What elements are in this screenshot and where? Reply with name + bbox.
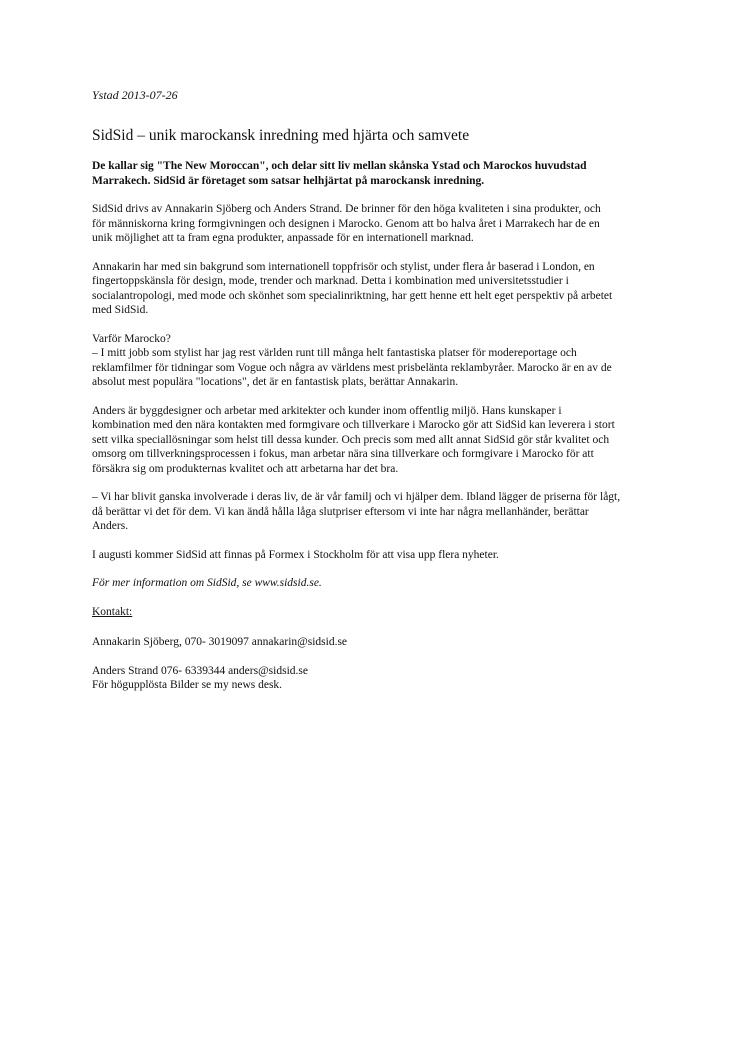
lead-line: Marrakech. SidSid är företaget som satsar helhjärtat på marockansk inredning. [92,174,485,187]
contact-line: Anders Strand 076- 6339344 anders@sidsid.se [92,664,308,677]
text-line: kombination med den nära kontakten med formgivare och tillverkare i Marocko gör att SidSid kan leverera i stort [92,419,615,431]
paragraph-anders [92,404,682,477]
contact-annakarin: Annakarin Sjöberg, 070- 3019097 annakarin@sidsid.se [92,636,348,648]
paragraph-formex [92,548,682,563]
text-line: omsorg om tillverkningsprocessen i fokus, man arbetar nära sina tillverkare och formgivare i Marocko för att [92,448,594,460]
text-line: SidSid drivs av Annakarin Sjöberg och Anders Strand. De brinner för den höga kvaliteten i sina produkter, och [92,203,601,215]
contact-line: För högupplösta Bilder se my news desk. [92,679,283,691]
more-info: För mer information om SidSid, se www.sidsid.se. [92,577,322,589]
text-line: för människorna kring formgivningen och designen i Marocko. Genom att bo halva året i Marrakech har de en [92,217,600,230]
paragraph-why-morocco [92,332,682,390]
text-line: sett vilka speciallösningar som helst till dessa kunder. Och precis som med allt annat SidSid gör står kvalitet och [92,433,610,446]
text-line: Varför Marocko? [92,332,171,345]
lead-paragraph [92,159,682,188]
text-line: Anders. [92,520,129,532]
text-line: unik möjlighet att ta fram egna produkter, anpassade för en internationell marknad. [92,232,474,244]
text-line: – I mitt jobb som stylist har jag rest världen runt till många helt fantastiska platser för modereportage och [92,347,577,359]
text-line: socialantropologi, med mode och skönhet som specialinriktning, har gett henne ett helt eget perspektiv på arbetet [92,289,613,302]
text-line: fingertoppskänsla för design, mode, trender och marknad. Detta i kombination med universitetsstudier i [92,275,569,287]
text-line: försäkra sig om produkternas kvalitet och att arbetarna har det bra. [92,462,399,475]
paragraph-annakarin [92,260,682,318]
text-line: Anders är byggdesigner och arbetar med arkitekter och kunder inom offentlig miljö. Hans kunskaper i [92,404,562,417]
paragraph-intro [92,202,682,246]
press-release-page [92,88,682,707]
text-line: absolut mest populära "locations", det är en fantastisk plats, berättar Annakarin. [92,376,459,388]
headline: SidSid – unik marockansk inredning med hjärta och samvete [92,127,470,144]
text-line: I augusti kommer SidSid att finnas på Formex i Stockholm för att visa upp flera nyheter. [92,548,499,561]
text-line: Annakarin har med sin bakgrund som internationell toppfrisör och stylist, under flera år baserad i London, en [92,260,595,273]
text-line: reklamfilmer för tidningar som Vogue och några av världens mest prisbelänta reklambyråer. Marocko är en av de [92,361,612,374]
contact-anders [92,664,682,693]
text-line: då berättar vi det för dem. Vi kan ändå hålla låga slutpriser eftersom vi inte har några mellanhänder, berättar [92,505,589,518]
lead-line: De kallar sig "The New Moroccan", och delar sitt liv mellan skånska Ystad och Marockos huvudstad [92,160,587,172]
contact-heading: Kontakt: [92,605,133,618]
text-line: med SidSid. [92,304,149,316]
paragraph-quote [92,490,682,534]
dateline: Ystad 2013-07-26 [92,88,178,102]
text-line: – Vi har blivit ganska involverade i deras liv, de är vår familj och vi hjälper dem. Ibland lägger de priserna för lågt, [92,491,621,503]
